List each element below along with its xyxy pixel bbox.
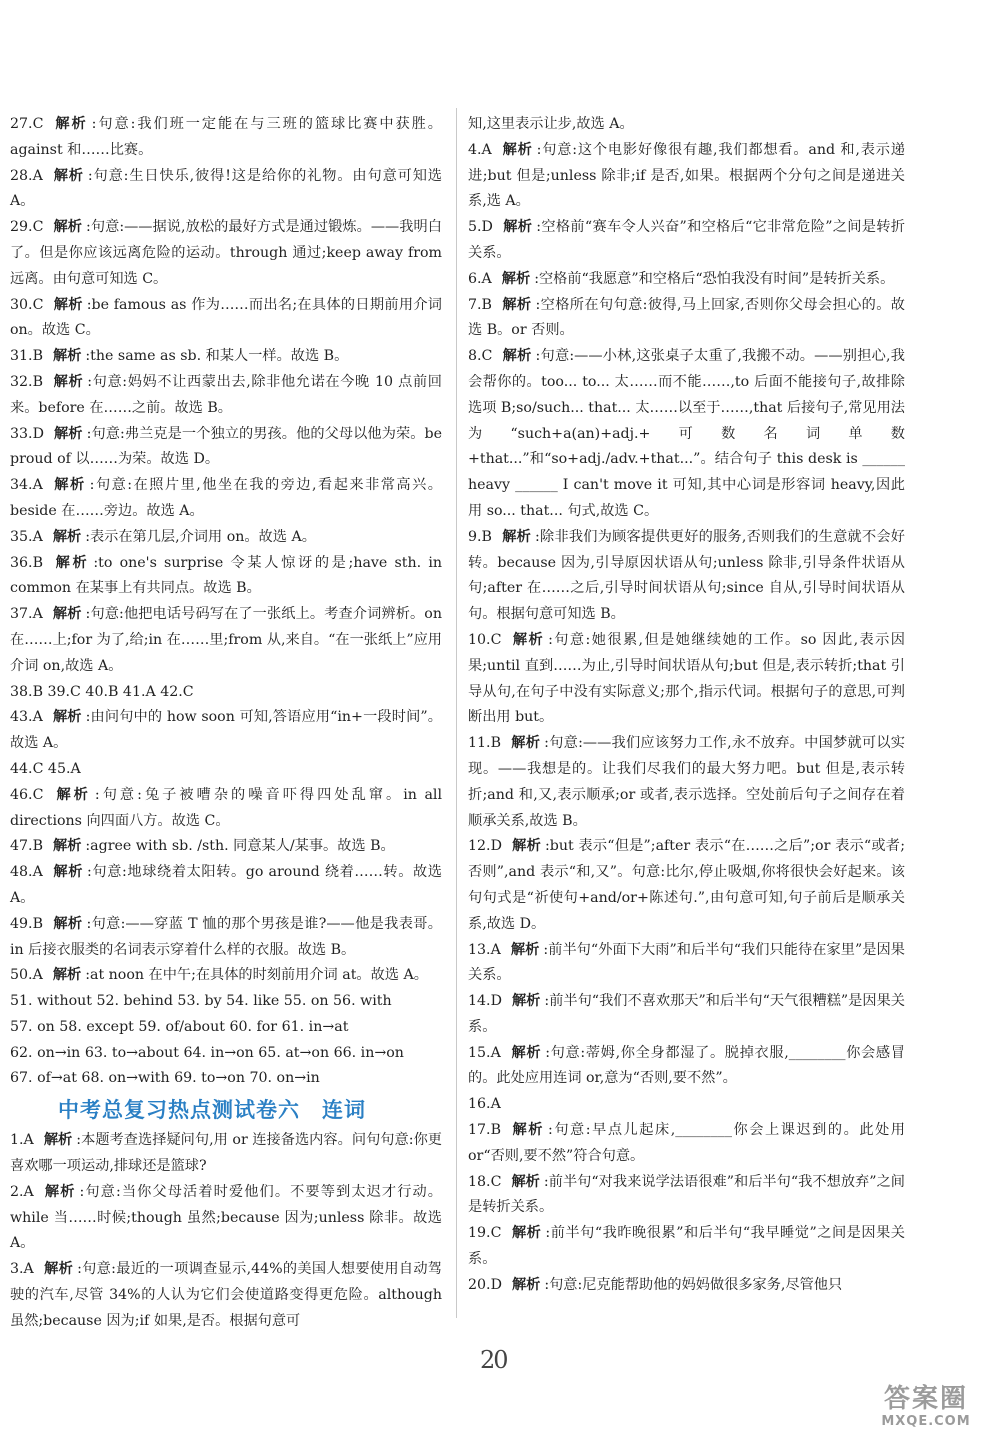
section-title bbox=[10, 1092, 442, 1128]
answer-entry bbox=[468, 628, 905, 731]
explanation-text: :前半句“我们不喜欢那天”和后半句“天气很糟糕”是因果关系。 bbox=[468, 993, 905, 1035]
explanation-text: :句意:尼克能帮助他的妈妈做很多家务,尽管他只 bbox=[544, 1276, 843, 1293]
answer-entry bbox=[10, 912, 442, 964]
analysis-label: 解析 bbox=[501, 141, 533, 158]
answer-entry bbox=[468, 989, 905, 1041]
explanation-text: :句意:在照片里,他坐在我的旁边,看起来非常高兴。beside 在……旁边。故选 A。 bbox=[10, 477, 442, 519]
answer-number: 67. of→at 68. on→with 69. to→on 70. on→in bbox=[10, 1070, 320, 1087]
answer-number: 28.A bbox=[10, 167, 43, 184]
answer-entry bbox=[10, 1066, 442, 1092]
explanation-text: :空格所在句句意:彼得,马上回家,否则你父母会担心的。故选 B。or 否则。 bbox=[468, 296, 905, 339]
answer-number: 6.A bbox=[468, 270, 492, 287]
answer-number: 13.A bbox=[468, 941, 501, 958]
answer-entry bbox=[10, 757, 442, 783]
explanation-text: :空格前“赛车令人兴奋”和空格后“它非常危险”之间是转折关系。 bbox=[468, 219, 905, 261]
answer-entry bbox=[468, 938, 905, 990]
answer-entry bbox=[10, 473, 442, 525]
answer-number: 51. without 52. behind 53. by 54. like 55. on 56. with bbox=[10, 993, 392, 1010]
answer-entry bbox=[468, 215, 905, 267]
explanation-text: :句意:我们班一定能在与三班的篮球比赛中获胜。against 和……比赛。 bbox=[10, 116, 442, 158]
analysis-label: 解析 bbox=[52, 864, 84, 881]
answer-entry bbox=[468, 112, 905, 138]
answer-entry bbox=[10, 344, 442, 370]
answer-entry bbox=[10, 1041, 442, 1067]
answer-number: 48.A bbox=[10, 864, 43, 881]
answer-entry bbox=[10, 370, 442, 422]
answer-number: 10.C bbox=[468, 631, 502, 648]
right-column bbox=[468, 112, 905, 1299]
explanation-text: :前半句“我昨晚很累”和后半句“我早睡觉”之间是因果关系。 bbox=[468, 1225, 905, 1268]
explanation-text: :句意:兔子被嘈杂的噪音吓得四处乱窜。in all directions 向四面八方。故选 C。 bbox=[10, 786, 442, 829]
answer-number: 43.A bbox=[10, 709, 43, 726]
answer-number: 33.D bbox=[10, 425, 44, 442]
explanation-text: :句意:早点儿起床,________你会上课迟到的。此处用 or“否则,要不然”符合句意。 bbox=[468, 1122, 905, 1164]
answer-entry bbox=[10, 1180, 442, 1257]
answer-number: 20.D bbox=[468, 1276, 502, 1293]
analysis-label: 解析 bbox=[52, 528, 82, 545]
analysis-label: 解析 bbox=[52, 967, 82, 984]
explanation-text: :前半句“对我来说学法语很难”和后半句“我不想放弃”之间是转折关系。 bbox=[468, 1173, 905, 1216]
answer-number: 18.C bbox=[468, 1173, 502, 1190]
left-column bbox=[10, 112, 442, 1335]
analysis-label: 解析 bbox=[511, 631, 545, 648]
answer-entry bbox=[468, 1273, 905, 1299]
answer-number: 11.B bbox=[468, 735, 501, 752]
section-title-main: 中考总复习热点测试卷六 bbox=[58, 1098, 300, 1123]
explanation-text: :句意:他把电话号码写在了一张纸上。考查介词辨析。on 在……上;for 为了,给;in 在……里;from 从,来自。“在一张纸上”应用介词 on,故选 A。 bbox=[10, 606, 442, 674]
explanation-text: :由问句中的 how soon 可知,答语应用“in+一段时间”。故选 A。 bbox=[10, 709, 442, 752]
analysis-label: 解析 bbox=[53, 554, 90, 571]
answer-entry bbox=[468, 834, 905, 937]
answer-number: 36.B bbox=[10, 554, 43, 571]
explanation-text: :句意:——我们应该努力工作,永不放弃。中国梦就可以实现。——我想是的。让我们尽我们的最大努力吧。but 但是,表示转折;and 和,又,表示顺承;or 或者,表示选择。空处前后句子之间存在着顺承关系,故选 B。 bbox=[468, 735, 905, 829]
explanation-text: :句意:——据说,放松的最好方式是通过锻炼。——我明白了。但是你应该远离危险的运动。through 通过;keep away from 远离。由句意可知选 C。 bbox=[10, 219, 442, 287]
answer-number: 1.A bbox=[10, 1132, 34, 1149]
answer-entry bbox=[10, 1128, 442, 1180]
explanation-text: :to one's surprise 令某人惊讶的是;have sth. in common 在某事上有共同点。故选 B。 bbox=[10, 554, 442, 597]
explanation-text: :句意:蒂姆,你全身都湿了。脱掉衣服,________你会感冒的。此处应用连词 or,意为“否则,要不然”。 bbox=[468, 1044, 905, 1087]
answer-entry bbox=[468, 344, 905, 525]
answer-entry bbox=[468, 1041, 905, 1093]
answer-entry bbox=[10, 293, 442, 345]
answer-entry bbox=[10, 705, 442, 757]
watermark-logo bbox=[870, 1384, 982, 1434]
explanation-text: :空格前“我愿意”和空格后“恐怕我没有时间”是转折关系。 bbox=[534, 270, 895, 287]
answer-entry bbox=[10, 989, 442, 1015]
answer-number: 29.C bbox=[10, 219, 44, 236]
answer-entry bbox=[468, 1170, 905, 1222]
answer-entry bbox=[10, 215, 442, 292]
analysis-label: 解析 bbox=[43, 1132, 73, 1149]
answer-number: 14.D bbox=[468, 993, 502, 1010]
answer-entry bbox=[10, 422, 442, 474]
analysis-label: 解析 bbox=[53, 296, 83, 313]
analysis-label: 解析 bbox=[52, 709, 82, 726]
answer-entry bbox=[10, 1015, 442, 1041]
explanation-text: 知,这里表示让步,故选 A。 bbox=[468, 116, 634, 132]
column-divider bbox=[456, 108, 457, 1318]
analysis-label: 解析 bbox=[52, 167, 84, 184]
answer-list-section bbox=[10, 1128, 442, 1334]
answer-number: 19.C bbox=[468, 1225, 502, 1242]
answer-entry bbox=[10, 1257, 442, 1334]
answer-number: 27.C bbox=[10, 116, 44, 132]
explanation-text: :表示在第几层,介词用 on。故选 A。 bbox=[85, 528, 316, 545]
analysis-label: 解析 bbox=[53, 838, 82, 855]
answer-entry bbox=[468, 731, 905, 834]
answer-entry bbox=[468, 1092, 905, 1118]
answer-number: 5.D bbox=[468, 219, 493, 236]
answer-number: 47.B bbox=[10, 838, 43, 855]
answer-number: 37.A bbox=[10, 606, 43, 623]
answer-entry bbox=[10, 963, 442, 989]
answer-number: 4.A bbox=[468, 141, 492, 158]
analysis-label: 解析 bbox=[501, 296, 532, 313]
answer-number: 2.A bbox=[10, 1183, 34, 1200]
analysis-label: 解析 bbox=[510, 1044, 542, 1061]
answer-number: 3.A bbox=[10, 1261, 34, 1278]
page-number: 20 bbox=[480, 1346, 507, 1374]
answer-number: 50.A bbox=[10, 967, 43, 984]
analysis-label: 解析 bbox=[501, 270, 531, 287]
answer-entry bbox=[468, 138, 905, 215]
answer-number: 7.B bbox=[468, 296, 492, 313]
analysis-label: 解析 bbox=[52, 477, 86, 494]
answer-entry bbox=[10, 860, 442, 912]
analysis-label: 解析 bbox=[511, 1173, 540, 1190]
explanation-text: :句意:她很累,但是她继续她的工作。so 因此,表示因果;until 直到……为止,引导时间状语从句;but 但是,表示转折;that 引导从句,在句子中没有实际意义;那个,指示代词。根据句子的意思,可判断出用 but。 bbox=[468, 631, 905, 726]
explanation-text: :句意:这个电影好像很有趣,我们都想看。and 和,表示递进;but 但是;unless 除非;if 是否,如果。根据两个分句之间是递进关系,选 A。 bbox=[468, 141, 905, 210]
answer-number: 12.D bbox=[468, 838, 502, 855]
answer-number: 46.C bbox=[10, 786, 44, 803]
explanation-text: :句意:——小林,这张桌子太重了,我搬不动。——别担心,我会帮你的。too... to... 太……而不能……,to 后面不能接句子,故排除选项 B;so/such... that... 太……以至于……,that 后接句子,常见用法为“such+a(an)+adj.+可数名词单数+that...”和“so+adj./adv.+that...”。结合句子 this desk is ______ heavy ______ I can't move it 可知,其中心词是形容词 heavy,因此用 so... that... 句式,故选 C。 bbox=[468, 348, 905, 519]
analysis-label: 解析 bbox=[53, 425, 83, 442]
answer-entry bbox=[10, 164, 442, 216]
analysis-label: 解析 bbox=[43, 1261, 74, 1278]
explanation-text: :句意:生日快乐,彼得!这是给你的礼物。由句意可知选 A。 bbox=[10, 167, 442, 210]
answer-number: 34.A bbox=[10, 477, 43, 494]
analysis-label: 解析 bbox=[502, 348, 532, 365]
analysis-label: 解析 bbox=[43, 1183, 76, 1200]
analysis-label: 解析 bbox=[511, 838, 541, 855]
analysis-label: 解析 bbox=[53, 786, 91, 803]
answer-number: 16.A bbox=[468, 1096, 501, 1113]
analysis-label: 解析 bbox=[53, 116, 88, 132]
answer-number: 62. on→in 63. to→about 64. in→on 65. at→on 66. in→on bbox=[10, 1044, 404, 1061]
answer-entry bbox=[10, 551, 442, 603]
analysis-label: 解析 bbox=[511, 1225, 542, 1242]
explanation-text: :句意:最近的一项调查显示,44%的美国人想要使用自动驾驶的汽车,尽管 34%的人认为它们会使道路变得更危险。although 虽然;because 因为;if 如果,是否。根据句意可 bbox=[10, 1261, 442, 1329]
answer-number: 38.B 39.C 40.B 41.A 42.C bbox=[10, 683, 194, 700]
section-title-topic: 连词 bbox=[322, 1098, 366, 1123]
answer-list-left bbox=[10, 112, 442, 1092]
analysis-label: 解析 bbox=[501, 528, 532, 545]
explanation-text: :at noon 在中午;在具体的时刻前用介词 at。故选 A。 bbox=[85, 967, 428, 984]
analysis-label: 解析 bbox=[502, 219, 533, 236]
explanation-text: :句意:——穿蓝 T 恤的那个男孩是谁?——他是我表哥。in 后接衣服类的名词表示穿着什么样的衣服。故选 B。 bbox=[10, 915, 442, 958]
analysis-label: 解析 bbox=[511, 1122, 544, 1139]
answer-entry bbox=[10, 834, 442, 860]
answer-entry bbox=[10, 112, 442, 164]
answer-number: 17.B bbox=[468, 1122, 501, 1139]
analysis-label: 解析 bbox=[53, 915, 83, 932]
answer-entry bbox=[10, 783, 442, 835]
analysis-label: 解析 bbox=[53, 373, 84, 390]
answer-list-right bbox=[468, 112, 905, 1299]
answer-entry bbox=[468, 1221, 905, 1273]
analysis-label: 解析 bbox=[53, 219, 82, 236]
explanation-text: :but 表示“但是”;after 表示“在……之后”;or 表示“或者;否则”,and 表示“和,又”。句意:比尔,停止吸烟,你将很快会好起来。该句句式是“祈使句+and/or+陈述句.”,由句意可知,句子前后是顺承关系,故选 D。 bbox=[468, 838, 905, 932]
answer-entry bbox=[468, 293, 905, 345]
analysis-label: 解析 bbox=[511, 993, 541, 1010]
answer-entry bbox=[468, 267, 905, 293]
answer-entry bbox=[10, 525, 442, 551]
answer-number: 44.C 45.A bbox=[10, 760, 81, 777]
explanation-text: :句意:妈妈不让西蒙出去,除非他允诺在今晚 10 点前回来。before 在……之前。故选 B。 bbox=[10, 373, 442, 416]
analysis-label: 解析 bbox=[53, 348, 82, 365]
explanation-text: :be famous as 作为……而出名;在具体的日期前用介词 on。故选 C。 bbox=[10, 296, 442, 339]
analysis-label: 解析 bbox=[511, 1276, 541, 1293]
answer-number: 15.A bbox=[468, 1044, 501, 1061]
answer-entry bbox=[10, 680, 442, 706]
explanation-text: :句意:弗兰克是一个独立的男孩。他的父母以他为荣。be proud of 以……为荣。故选 D。 bbox=[10, 425, 442, 468]
answer-number: 31.B bbox=[10, 348, 43, 365]
watermark-logo-text: 答案圈 bbox=[883, 1384, 968, 1414]
explanation-text: :前半句“外面下大雨”和后半句“我们只能待在家里”是因果关系。 bbox=[468, 941, 905, 984]
answer-number: 9.B bbox=[468, 528, 492, 545]
answer-number: 57. on 58. except 59. of/about 60. for 61. in→at bbox=[10, 1018, 349, 1035]
explanation-text: :除非我们为顾客提供更好的服务,否则我们的生意就不会好转。because 因为,引导原因状语从句;unless 除非,引导条件状语从句;after 在……之后,引导时间状语从句;since 自从,引导时间状语从句。根据句意可知选 B。 bbox=[468, 528, 905, 623]
answer-number: 35.A bbox=[10, 528, 43, 545]
explanation-text: :本题考查选择疑问句,用 or 连接备选内容。问句句意:你更喜欢哪一项运动,排球还是篮球? bbox=[10, 1132, 442, 1175]
watermark-site: MXQE.COM bbox=[881, 1414, 971, 1429]
answer-number: 32.B bbox=[10, 373, 43, 390]
answer-number: 49.B bbox=[10, 915, 43, 932]
answer-number: 30.C bbox=[10, 296, 44, 313]
analysis-label: 解析 bbox=[510, 941, 540, 958]
explanation-text: :句意:地球绕着太阳转。go around 绕着……转。故选 A。 bbox=[10, 864, 442, 906]
explanation-text: :agree with sb. /sth. 同意某人/某事。故选 B。 bbox=[85, 838, 395, 855]
explanation-text: :句意:当你父母活着时爱他们。不要等到太迟才行动。while 当……时候;though 虽然;because 因为;unless 除非。故选 A。 bbox=[10, 1183, 442, 1252]
analysis-label: 解析 bbox=[52, 606, 82, 623]
answer-entry bbox=[10, 602, 442, 679]
analysis-label: 解析 bbox=[511, 735, 541, 752]
explanation-text: :the same as sb. 和某人一样。故选 B。 bbox=[85, 348, 349, 365]
answer-number: 8.C bbox=[468, 348, 493, 365]
answer-entry bbox=[468, 525, 905, 628]
answer-entry bbox=[468, 1118, 905, 1170]
